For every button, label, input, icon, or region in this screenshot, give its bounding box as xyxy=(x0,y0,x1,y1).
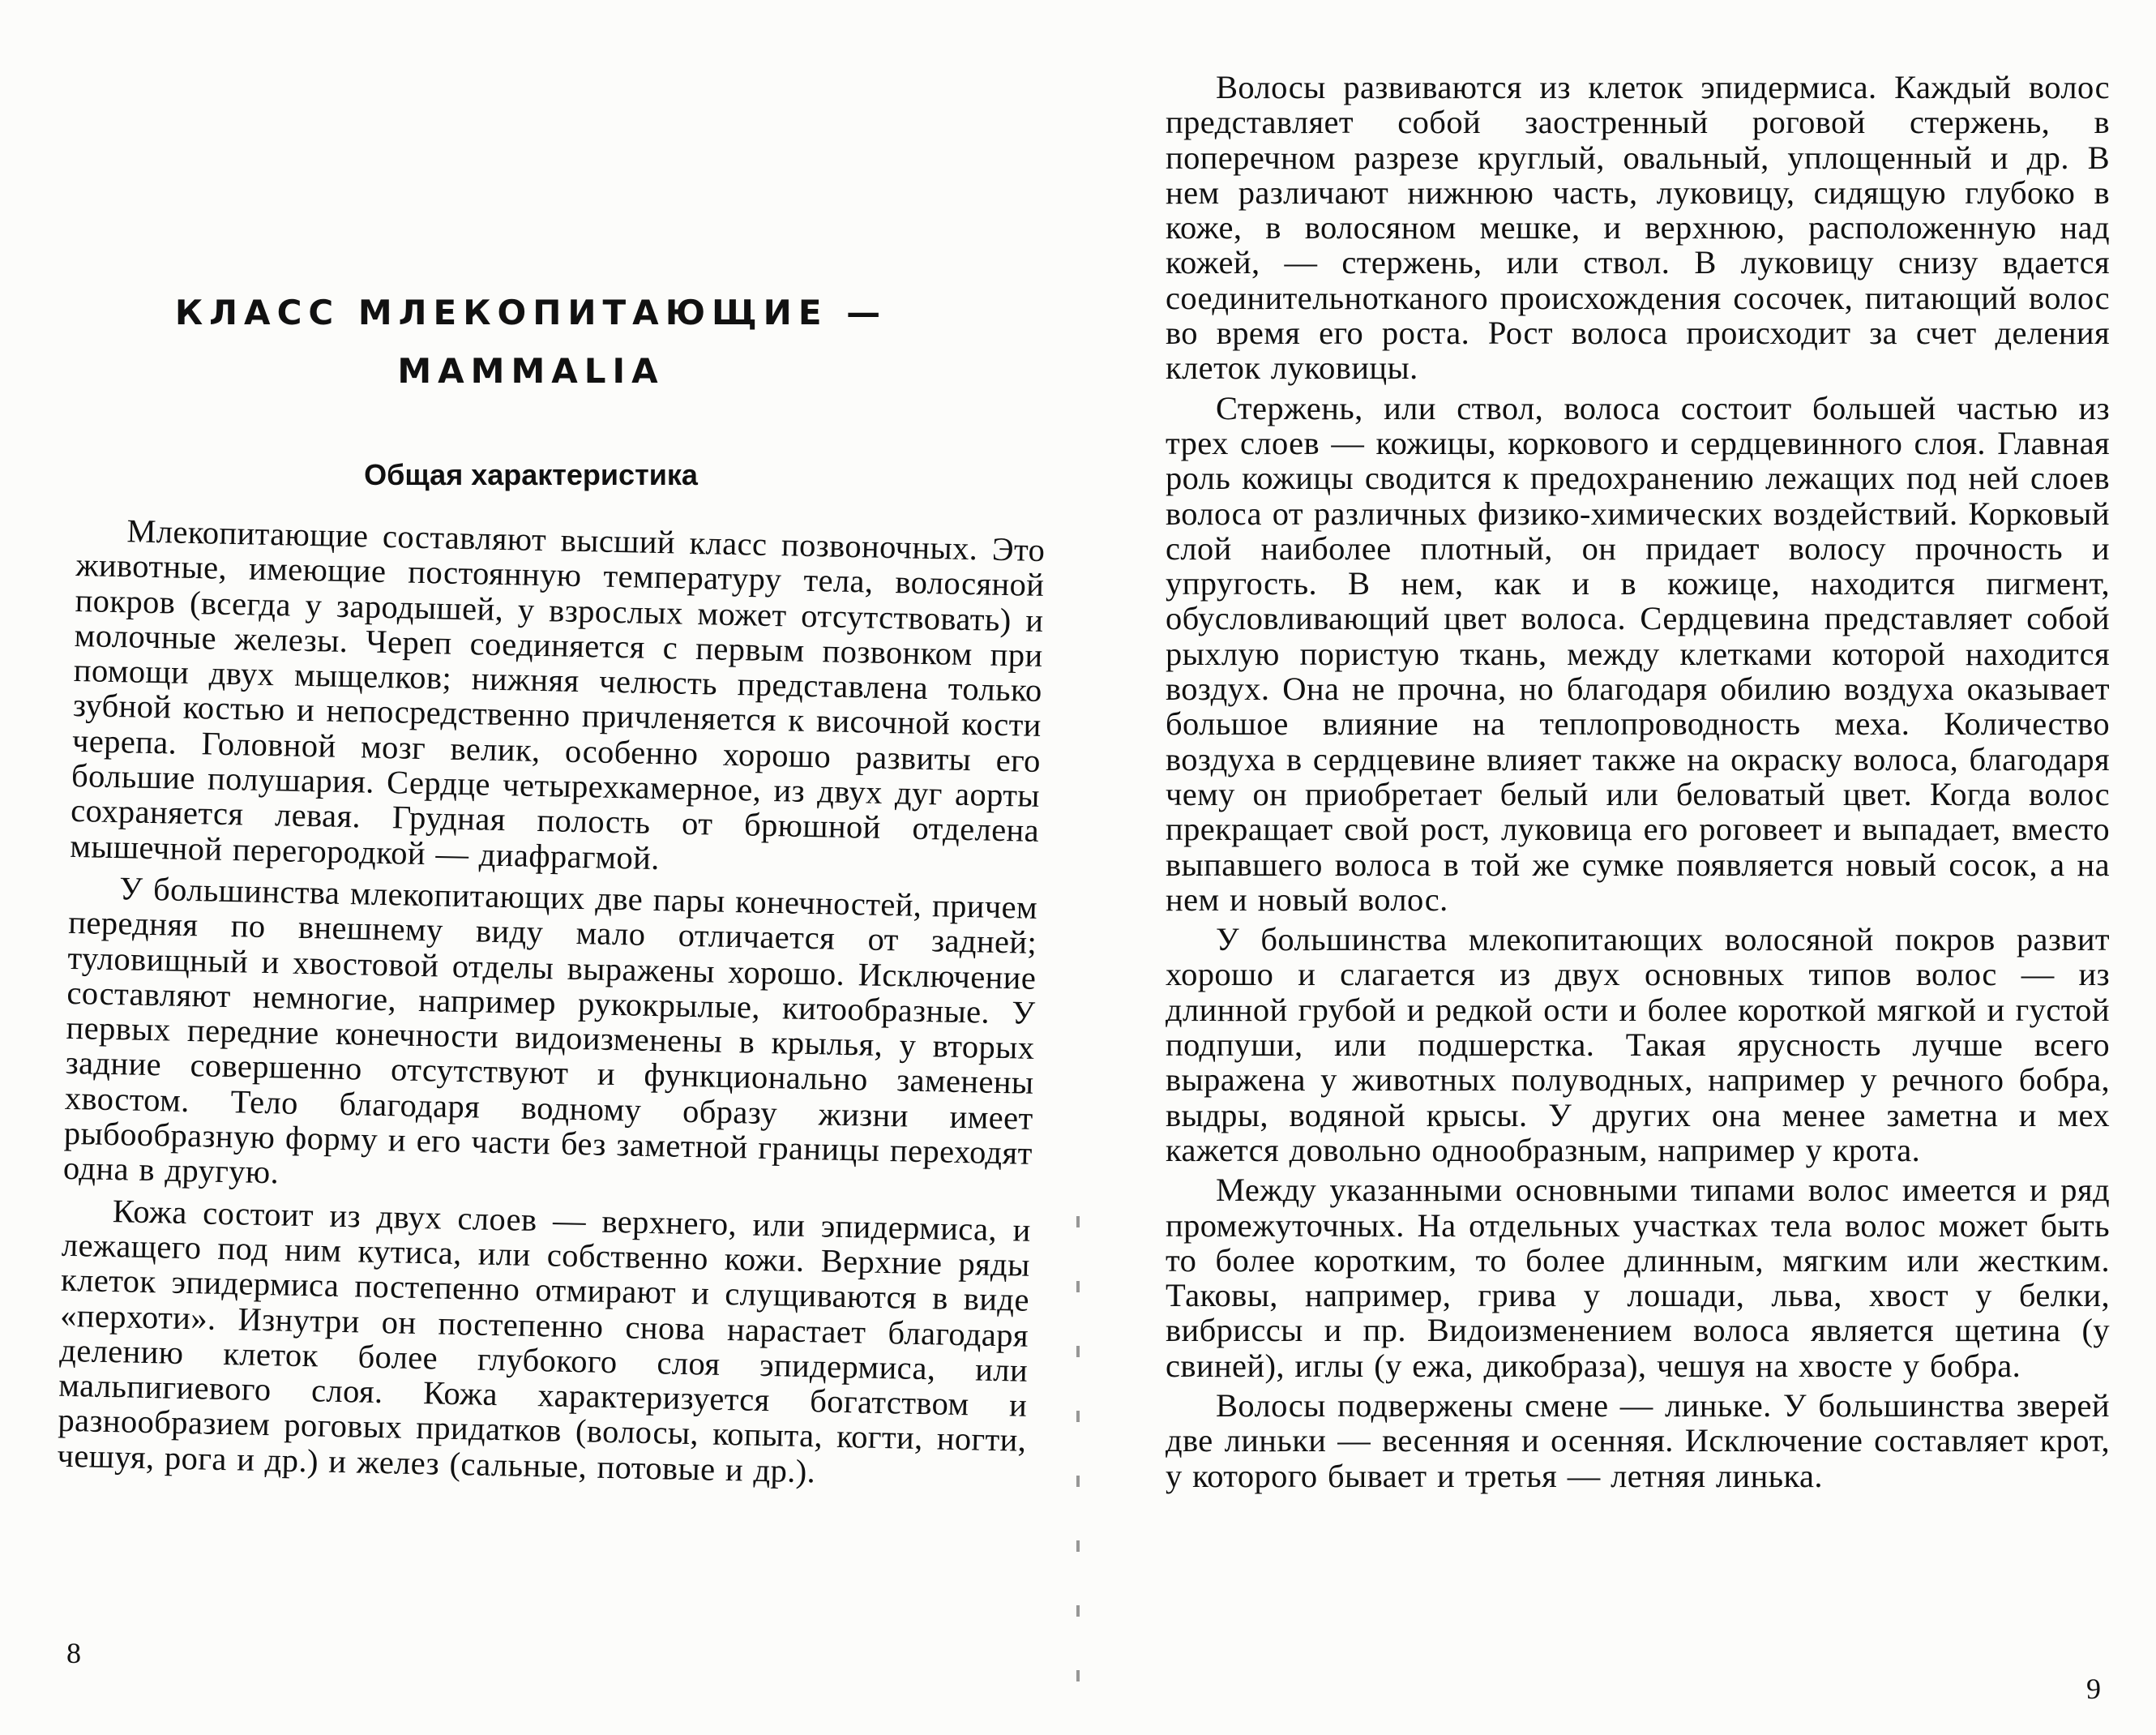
right-page xyxy=(1078,0,2156,1735)
section-title: Общая характеристика xyxy=(364,458,698,491)
chapter-title xyxy=(105,284,956,401)
paragraph: Млекопитающие составляют высший класс позвоночных. Это животные, имеющие постоянную температуру тела, волосяной покров (всегда у зародышей, у взрослых может отсутствовать) и молочные железы. Череп соединяется с первым позвонком при помощи двух мыщелков; нижняя челюсть представлена только зубной костью и непосредственно причленяется к височной кости черепа. Головной мозг велик, особенно хорошо развиты его большие полушария. Сердце четырехкамерное, из двух дуг аорты сохраняется левая. Грудная полость от брюшной отделена мышечной перегородкой — диафрагмой. xyxy=(69,512,1046,876)
page-number: 8 xyxy=(66,1637,81,1669)
paragraph: У большинства млекопитающих волосяной покров развит хорошо и слагается из двух основных типов волос — из длинной грубой и редкой ости и более короткой мягкой и густой подпуши, или подшерстка. Такая ярусность лучше всего выражена у животных полуводных, например у речного бобра, выдры, водяной крысы. У других она менее заметна и мех кажется довольно однообразным, например у крота. xyxy=(1166,921,2110,1168)
paragraph: Стержень, или ствол, волоса состоит большей частью из трех слоев — кожицы, коркового и сердцевинного слоя. Главная роль кожицы сводится к предохранению лежащих под ней слоев волоса от различных физико-химических воздействий. Корковый слой наиболее плотный, он придает волосу прочность и упругость. В нем, как и в кожице, находится пигмент, обусловливающий цвет волоса. Сердцевина представляет собой рыхлую пористую ткань, между клетками которой находится воздух. Она не прочна, но благодаря обилию воздуха оказывает большое влияние на теплопроводность меха. Количество воздуха в сердцевине влияет также на окраску волоса, благодаря чему он приобретает белый или беловатый цвет. Когда волос прекращает свой рост, луковица его роговеет и выпадает, вместо выпавшего волоса в той же сумке появляется новый сосок, а на нем и новый волос. xyxy=(1166,389,2110,918)
chapter-title-line-1: КЛАСС МЛЕКОПИТАЮЩИЕ — xyxy=(174,293,888,332)
chapter-title-line-2: MAMMALIA xyxy=(397,351,665,391)
paragraph: Кожа состоит из двух слоев — верхнего, или эпидермиса, и лежащего под ним кутиса, или собственно кожи. Верхние ряды клеток эпидермиса постепенно отмирают и слущиваются в виде «перхоти». Изнутри он постепенно снова нарастает благодаря делению клеток более глубокого слоя эпидермиса, или мальпигиевого слоя. Кожа характеризуется богатством и разнообразием роговых придатков (волосы, копыта, когти, ногти, чешуя, рога и др.) и желез (сальные, потовые и др.). xyxy=(57,1192,1032,1490)
paragraph: Волосы подвержены смене — линьке. У большинства зверей две линьки — весенняя и осенняя. Исключение составляет крот, у которого бывает и третья — летняя линька. xyxy=(1166,1386,2110,1494)
paragraph: У большинства млекопитающих две пары конечностей, причем передняя по внешнему виду мало отличается от задней; туловищный и хвостовой отделы выражены хорошо. Исключение составляют немногие, например рукокрылые, китообразные. У первых передние конечности видоизменены в крылья, у вторых задние совершенно отсутствуют и функционально заменены хвостом. Тело благодаря водному образу жизни имеет рыбообразную форму и его части без заметной границы переходят одна в другую. xyxy=(62,870,1038,1191)
right-page-body xyxy=(1166,70,2110,1498)
paragraph: Между указанными основными типами волос имеется и ряд промежуточных. На отдельных участках тела волос может быть то более коротким, то более длинным, мягким или жестким. Таковы, например, грива у лошади, льва, хвост у белки, вибриссы и пр. Видоизменением волоса является щетина (у свиней), иглы (у ежа, дикобраза), чешуя на хвосте у бобра. xyxy=(1166,1172,2110,1384)
paragraph: Волосы развиваются из клеток эпидермиса. Каждый волос представляет собой заостренный роговой стержень, в поперечном разрезе круглый, овальный, уплощенный и др. В нем различают нижнюю часть, луковицу, сидящую глубоко в коже, в волосяном мешке, и верхнюю, расположенную над кожей, — стержень, или ствол. В луковицу снизу вдается соединительнотканого происхождения сосочек, питающий волос во время его роста. Рост волоса происходит за счет деления клеток луковицы. xyxy=(1166,69,2110,387)
page-number: 9 xyxy=(2086,1673,2101,1705)
left-page-body xyxy=(57,512,1046,1500)
